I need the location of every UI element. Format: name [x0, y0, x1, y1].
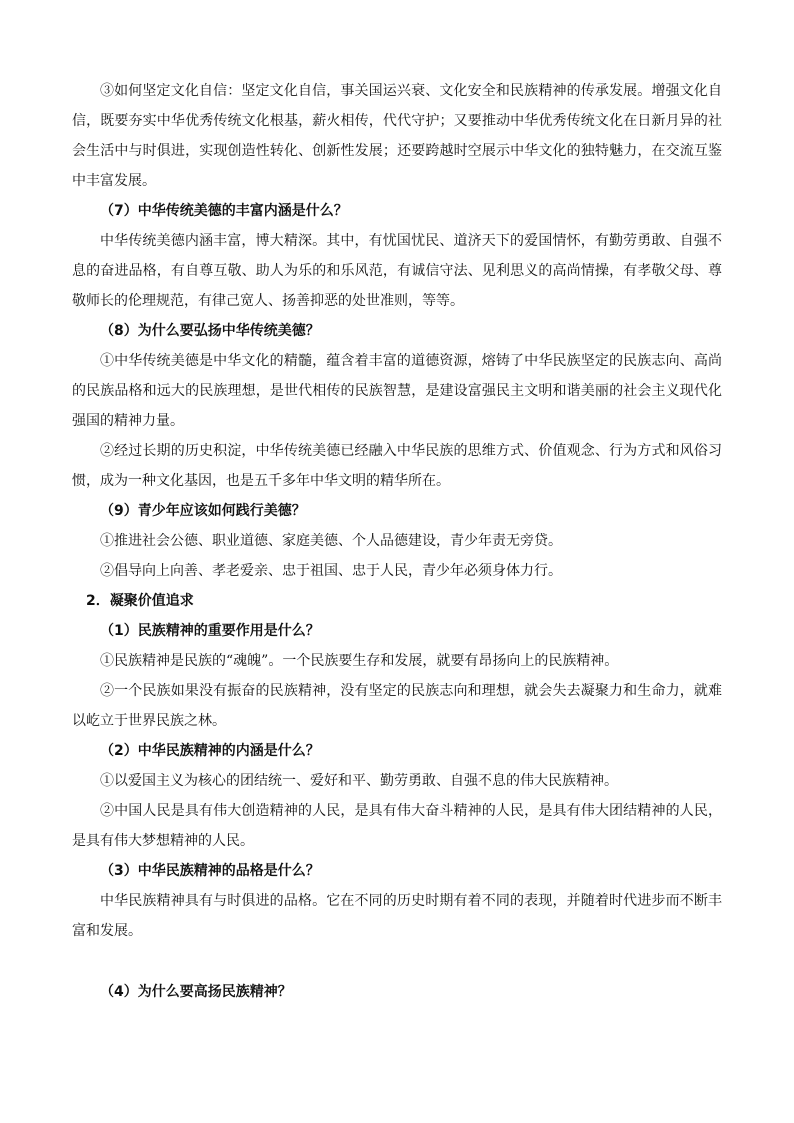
para-s2-q1-answer-2: ②一个民族如果没有振奋的民族精神，没有坚定的民族志向和理想，就会失去凝聚力和生命力，就难以屹立于世界民族之林。: [72, 683, 722, 729]
para-q9-answer-1: ①推进社会公德、职业道德、家庭美德、个人品德建设，青少年责无旁贷。: [100, 533, 562, 549]
para-q7-answer: 中华传统美德内涵丰富，博大精深。其中，有忧国忧民、道济天下的爱国情怀，有勤劳勇敢、自强不息的奋进品格，有自尊互敬、助人为乐的和乐风范，有诚信守法、见利思义的高尚情操，有孝敬父母、尊敬师长的伦理规范，有律己宽人、扬善抑恶的处世准则，等等。: [72, 233, 722, 309]
para-cultural-confidence: ③如何坚定文化自信：坚定文化自信，事关国运兴衰、文化安全和民族精神的传承发展。增强文化自信，既要夯实中华优秀传统文化根基，薪火相传，代代守护；又要推动中华优秀传统文化在日新月异的社会生活中与时俱进，实现创造性转化、创新性发展；还要跨越时空展示中华文化的独特魅力，在交流互鉴中丰富发展。: [72, 83, 722, 189]
heading-q7: （7）中华传统美德的丰富内涵是什么？: [100, 203, 348, 219]
para-s2-q2-answer-1: ①以爱国主义为核心的团结统一、爱好和平、勤劳勇敢、自强不息的伟大民族精神。: [100, 773, 618, 789]
heading-q9: （9）青少年应该如何践行美德？: [100, 503, 306, 519]
heading-s2-q3: （3）中华民族精神的品格是什么？: [100, 863, 320, 879]
heading-q8: （8）为什么要弘扬中华传统美德？: [100, 323, 320, 339]
para-q9-answer-2: ②倡导向上向善、孝老爱亲、忠于祖国、忠于人民，青少年必须身体力行。: [100, 563, 562, 579]
para-q8-answer-2: ②经过长期的历史积淀，中华传统美德已经融入中华民族的思维方式、价值观念、行为方式和风俗习惯，成为一种文化基因，也是五千多年中华文明的精华所在。: [72, 443, 722, 489]
heading-s2-q2: （2）中华民族精神的内涵是什么？: [100, 743, 320, 759]
para-q8-answer-1: ①中华传统美德是中华文化的精髓，蕴含着丰富的道德资源，熔铸了中华民族坚定的民族志向、高尚的民族品格和远大的民族理想，是世代相传的民族智慧，是建设富强民主文明和谐美丽的社会主义现代化强国的精神力量。: [72, 353, 722, 429]
para-s2-q1-answer-1: ①民族精神是民族的“魂魄”。一个民族要生存和发展，就要有昂扬向上的民族精神。: [100, 653, 619, 669]
para-s2-q2-answer-2: ②中国人民是具有伟大创造精神的人民，是具有伟大奋斗精神的人民，是具有伟大团结精神的人民，是具有伟大梦想精神的人民。: [72, 803, 722, 849]
blank-gap: [72, 946, 722, 977]
section-heading-2: 2．凝聚价值追求: [86, 593, 194, 609]
heading-s2-q1: （1）民族精神的重要作用是什么？: [100, 623, 320, 639]
heading-s2-q4: （4）为什么要高扬民族精神？: [100, 984, 292, 1000]
para-s2-q3-answer: 中华民族精神具有与时俱进的品格。它在不同的历史时期有着不同的表现，并随着时代进步而不断丰富和发展。: [72, 893, 722, 939]
document-page: [72, 76, 722, 1007]
